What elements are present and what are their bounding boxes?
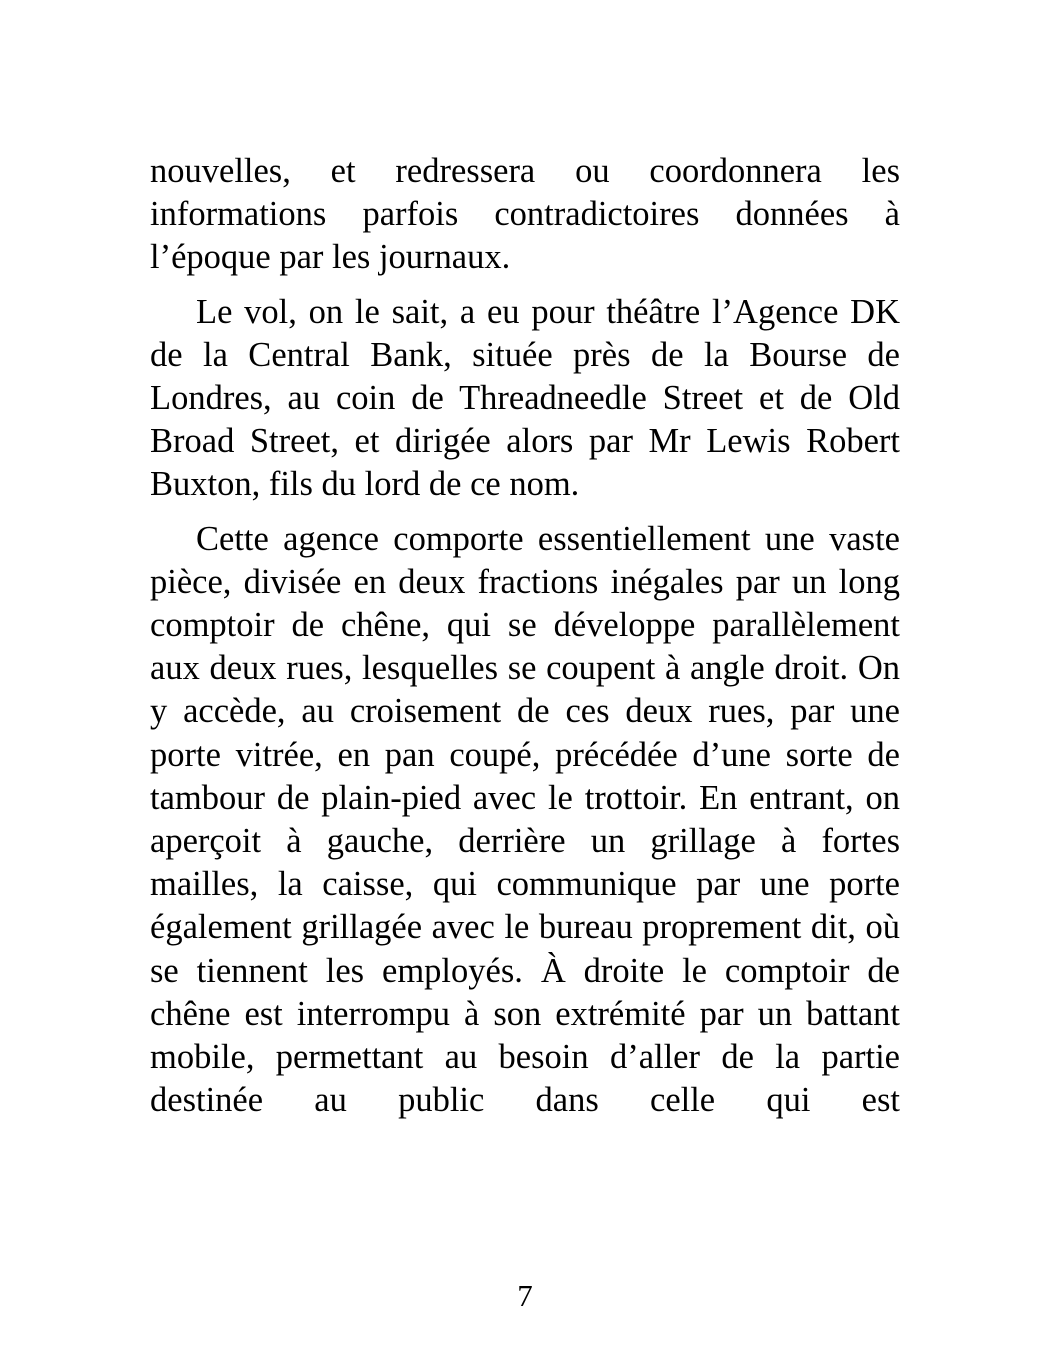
paragraph-robbery-location: Le vol, on le sait, a eu pour théâtre l’Agence DK de la Central Bank, située près de la Bourse de Londres, au coin de Threadneedle Street et de Old Broad Street, et dirigée alors par Mr Lewis Robert Buxton, fils du lord de ce nom.	[150, 292, 900, 504]
paragraph-agency-description: Cette agence comporte essentiellement une vaste pièce, divisée en deux fractions inégales par un long comptoir de chêne, qui se développe parallèlement aux deux rues, lesquelles se coupent à angle droit. On y accède, au croisement de ces deux rues, par une porte vitrée, en pan coupé, précédée d’une sorte de tambour de plain-pied avec le trottoir. En entrant, on aperçoit à gauche, derrière un grillage à fortes mailles, la caisse, qui communique par une porte également grillagée avec le bureau proprement dit, où se tiennent les employés. À droite le comptoir de chêne est interrompu à son extrémité par un battant mobile, permettant au besoin d’aller de la partie destinée au public dans celle qui est	[150, 519, 900, 1120]
paragraph-continuation: nouvelles, et redressera ou coordonnera les informations parfois contradictoires données à l’époque par les journaux.	[150, 152, 900, 277]
page-number: 7	[517, 1278, 533, 1313]
body-text	[150, 150, 900, 1122]
